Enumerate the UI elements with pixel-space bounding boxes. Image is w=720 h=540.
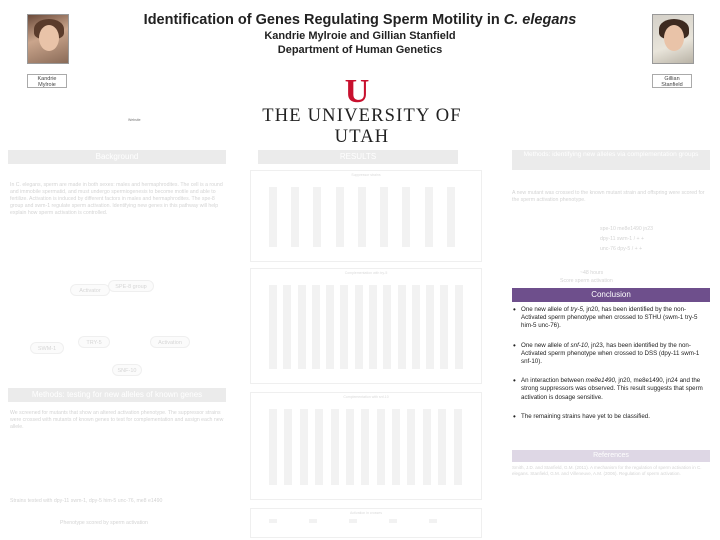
chart-bar — [423, 409, 431, 485]
cross-line: Score sperm activation — [560, 278, 613, 284]
chart-bar — [298, 285, 306, 369]
authors: Kandrie Mylroie and Gillian Stanfield — [264, 30, 456, 42]
conclusion-item: • An interaction between me8e1490, jn20, me8e1490, jn24 and the strong suppressors was observed. This result suggests that sperm activation is dosage sensitive. — [512, 377, 710, 402]
results-chart-1 — [250, 170, 482, 262]
chart-bar — [326, 285, 334, 369]
cross-line: ~48 hours — [580, 270, 604, 276]
poster-title: Identification of Genes Regulating Sperm Motility in C. elegans — [143, 12, 577, 28]
chart-bar — [402, 187, 410, 247]
methods-footnote-2: Phenotype scored by sperm activation — [60, 520, 148, 526]
references-heading: References — [512, 450, 710, 462]
chart-bar — [315, 409, 323, 485]
department: Department of Human Genetics — [277, 44, 443, 56]
chart-bar — [429, 519, 437, 523]
chart-bar — [447, 187, 455, 247]
chart-title: Complementation with snf-10 — [343, 395, 389, 399]
chart-bar — [438, 409, 446, 485]
left-author-photo — [27, 14, 69, 64]
background-text: In C. elegans, sperm are made in both sexes: males and hermaphrodites. The cell is a round and immobile spermatid, and must undergo spermiogenesis to become motile and able to fertilize. Activation is induced by different factors in males and hermaphrodites. The spe-8 group and swm-1 regulate sperm activation. Identifying new genes in this pathway will help explain how sperm activation is controlled. — [10, 182, 223, 216]
chart-bar — [369, 285, 377, 369]
diagram-node: SNF-10 — [112, 364, 142, 376]
references-text: Smith, J.D. and Stanfield, G.M. (2011). A mechanism for the regulation of sperm activation in C. elegans. Stanfield, G.M. and Villeneuve, A.M. (2006). Regulation of sperm activation. — [512, 465, 702, 476]
university-logo-icon: U — [344, 73, 370, 110]
chart-bar — [398, 285, 406, 369]
chart-bar — [425, 187, 433, 247]
chart-bar — [269, 187, 277, 247]
methods-heading: Methods: testing for new alleles of known genes — [8, 388, 226, 402]
cross-line: unc-76 dpy-5 / + + — [600, 246, 643, 252]
chart-bar — [284, 409, 292, 485]
chart-bar — [377, 409, 385, 485]
results-chart-3 — [250, 392, 482, 500]
cross-line: spe-10 me8e1490 jn23 — [600, 226, 654, 232]
right-author-name: Gillian Stanfield — [652, 74, 692, 88]
middle-right-text: A new mutant was crossed to the known mutant strain and offspring were scored for the sperm activation phenotype. — [512, 190, 705, 203]
methods-text: We screened for mutants that show an altered activation phenotype. The suppressor strains were crossed with mutants of known genes to test for complementation and assign each new allele. — [10, 410, 224, 430]
chart-bar — [340, 285, 348, 369]
tiny-note: Website — [128, 118, 141, 122]
chart-bar — [331, 409, 339, 485]
results-chart-2 — [250, 268, 482, 384]
chart-bar — [269, 519, 277, 523]
conclusion-list — [512, 306, 710, 432]
conclusion-item: • One new allele of try-5, jn20, has been identified by the non-Activated sperm phenotype when crossed to STHU (swm-1 try-5 him-5 unc-76). — [512, 306, 710, 331]
chart-bar — [440, 285, 448, 369]
university-name: THE UNIVERSITY OF UTAH — [262, 106, 462, 147]
title-block — [120, 12, 600, 56]
chart-title: Complementation with try-5 — [344, 271, 388, 275]
diagram-node: SPE-8 group — [108, 280, 154, 292]
methods-footnote: Strains tested with dpy-11 swm-1, dpy-5 him-5 unc-76, me8 e1490 — [10, 498, 163, 504]
chart-bar — [355, 285, 363, 369]
chart-bar — [349, 519, 357, 523]
conclusion-item: • One new allele of snf-10, jn23, has been identified by the non-Activated sperm phenotype when crossed to DSS (dpy-11 swm-1 snf-10). — [512, 342, 710, 367]
chart-bar — [300, 409, 308, 485]
chart-bar — [454, 409, 462, 485]
chart-bar — [392, 409, 400, 485]
diagram-node: TRY-5 — [78, 336, 110, 348]
results-chart-4 — [250, 508, 482, 538]
cross-line: dpy-11 swm-1 / + + — [600, 236, 645, 242]
diagram-node: Activation — [150, 336, 190, 348]
chart-bar — [291, 187, 299, 247]
chart-bar — [455, 285, 463, 369]
chart-bar — [269, 285, 277, 369]
chart-bar — [283, 285, 291, 369]
chart-title: Suppressor strains — [351, 173, 381, 177]
chart-bar — [312, 285, 320, 369]
chart-bar — [269, 409, 277, 485]
left-author-name: Kandrie Mylroie — [27, 74, 67, 88]
diagram-node: SWM-1 — [30, 342, 64, 354]
chart-bar — [336, 187, 344, 247]
chart-bar — [426, 285, 434, 369]
chart-bar — [383, 285, 391, 369]
chart-bar — [358, 187, 366, 247]
chart-bar — [407, 409, 415, 485]
chart-bar — [380, 187, 388, 247]
chart-bar — [346, 409, 354, 485]
chart-bar — [412, 285, 420, 369]
chart-title: Activation in crosses — [350, 511, 382, 515]
conclusion-heading: Conclusion — [512, 288, 710, 302]
chart-bar — [361, 409, 369, 485]
middle-right-heading: Methods: identifying new alleles via complementation groups — [512, 150, 710, 170]
chart-bar — [389, 519, 397, 523]
chart-bar — [309, 519, 317, 523]
conclusion-item: • The remaining strains have yet to be classified. — [512, 413, 710, 421]
chart-bar — [313, 187, 321, 247]
background-heading: Background — [8, 150, 226, 164]
results-heading: RESULTS — [258, 150, 458, 164]
right-author-photo — [652, 14, 694, 64]
diagram-node: Activator — [70, 284, 110, 296]
